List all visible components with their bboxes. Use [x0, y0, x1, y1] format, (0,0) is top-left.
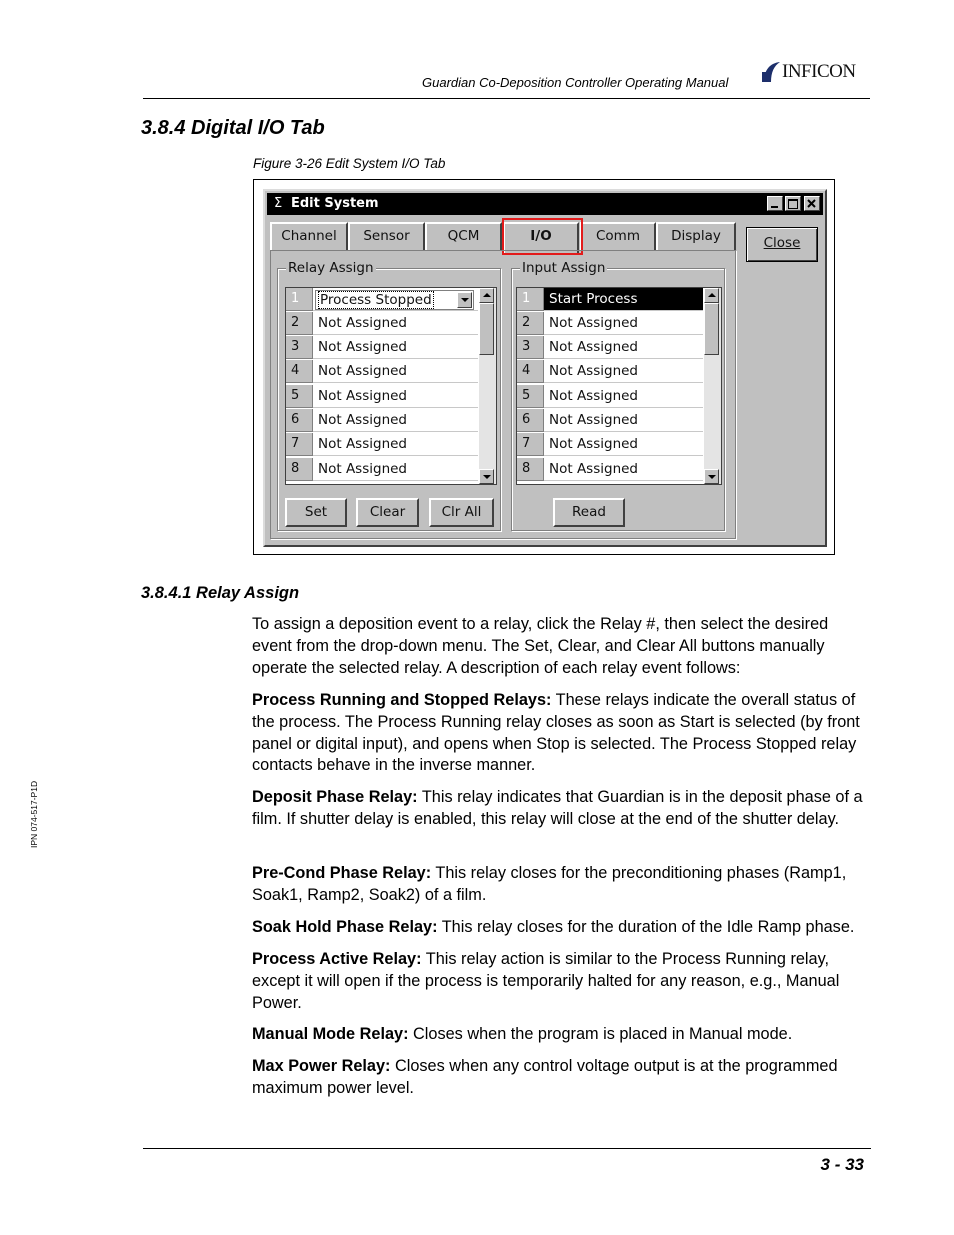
relay-description: [252, 917, 872, 939]
relay-value-cell[interactable]: Not Assigned: [313, 433, 478, 456]
relay-description: [252, 949, 872, 1014]
relay-event-dropdown[interactable]: [315, 290, 474, 310]
relay-value-cell[interactable]: Not Assigned: [313, 458, 478, 481]
relay-value-cell[interactable]: Not Assigned: [313, 360, 478, 383]
figure-caption: Figure 3-26 Edit System I/O Tab: [253, 156, 446, 171]
relay-text: These relays indicate the overall status of the process. The Process Running relay closes as soon as Start is selected (by front panel or digital input), and opens when Stop is selected. The Process Stopped relay contacts behave in the inverse manner.: [252, 691, 860, 775]
relay-number[interactable]: 2: [286, 312, 313, 335]
input-assign-label: Input Assign: [522, 260, 606, 276]
relay-term: Process Active Relay:: [252, 950, 422, 968]
relay-value-cell[interactable]: Not Assigned: [313, 385, 478, 408]
relay-number[interactable]: 1: [286, 288, 313, 311]
scroll-down-button[interactable]: [479, 469, 494, 484]
clear-button[interactable]: Clear: [356, 498, 419, 527]
tab-io[interactable]: I/O: [503, 222, 579, 255]
close-icon: [805, 197, 819, 210]
chevron-up-icon: [708, 293, 716, 297]
table-row[interactable]: [517, 385, 721, 409]
header-rule: [143, 98, 870, 99]
clear-all-button[interactable]: Clr All: [429, 498, 494, 527]
relay-term: Soak Hold Phase Relay:: [252, 918, 438, 936]
logo-text: INFICON: [782, 61, 856, 82]
table-row[interactable]: [286, 458, 496, 482]
relay-description: [252, 1056, 872, 1100]
input-value-cell[interactable]: Not Assigned: [544, 312, 703, 335]
relay-value-cell[interactable]: Not Assigned: [313, 409, 478, 432]
subsection-title: 3.8.4.1 Relay Assign: [141, 584, 300, 602]
table-row[interactable]: [286, 409, 496, 433]
close-button-label: Close: [763, 235, 801, 251]
input-value-cell[interactable]: Not Assigned: [544, 360, 703, 383]
relay-term: Pre-Cond Phase Relay:: [252, 864, 432, 882]
table-row[interactable]: [286, 360, 496, 384]
relay-number[interactable]: 8: [286, 458, 313, 481]
relay-text: Closes when the program is placed in Manual mode.: [408, 1025, 793, 1043]
scroll-down-button[interactable]: [704, 469, 719, 484]
input-scrollbar[interactable]: [704, 288, 721, 484]
table-row[interactable]: [517, 288, 721, 312]
tab-qcm[interactable]: QCM: [425, 222, 502, 250]
relay-event-selected: Process Stopped: [320, 292, 432, 308]
input-value-cell[interactable]: Not Assigned: [544, 336, 703, 359]
relay-number[interactable]: 3: [286, 336, 313, 359]
relay-number[interactable]: 5: [286, 385, 313, 408]
table-row[interactable]: [517, 360, 721, 384]
input-value-cell[interactable]: Not Assigned: [544, 385, 703, 408]
input-number[interactable]: 7: [517, 433, 544, 456]
chevron-down-icon: [708, 475, 716, 479]
table-row[interactable]: [517, 433, 721, 457]
scroll-up-button[interactable]: [704, 288, 719, 303]
table-row[interactable]: [517, 336, 721, 360]
table-row[interactable]: [286, 385, 496, 409]
relay-text: This relay closes for the duration of the Idle Ramp phase.: [437, 918, 855, 936]
input-value-cell[interactable]: Not Assigned: [544, 458, 703, 481]
manual-title: Guardian Co-Deposition Controller Operating Manual: [422, 75, 729, 90]
tab-display[interactable]: Display: [656, 222, 736, 250]
relay-text: This relay action is similar to the Process Running relay, except it will open if the process is temporarily halted for any reason, e.g., Manual Power.: [252, 950, 840, 1012]
tab-comm[interactable]: Comm: [580, 222, 656, 250]
inficon-logo: [760, 60, 872, 84]
section-title: 3.8.4 Digital I/O Tab: [141, 117, 325, 139]
set-button[interactable]: Set: [285, 498, 347, 527]
footer-rule: [143, 1148, 871, 1149]
scroll-thumb[interactable]: [704, 303, 719, 355]
input-number[interactable]: 5: [517, 385, 544, 408]
relay-term: Deposit Phase Relay:: [252, 788, 418, 806]
edit-system-dialog: [263, 189, 827, 547]
input-number[interactable]: 2: [517, 312, 544, 335]
dialog-title: Edit System: [291, 196, 379, 211]
maximize-button[interactable]: [785, 196, 801, 211]
table-row[interactable]: [286, 312, 496, 336]
document-code: IPN 074-517-P1D: [29, 780, 39, 848]
maximize-icon: [788, 199, 798, 209]
relay-term: Process Running and Stopped Relays:: [252, 691, 552, 709]
input-number[interactable]: 6: [517, 409, 544, 432]
window-close-button[interactable]: [804, 196, 820, 211]
scroll-up-button[interactable]: [479, 288, 494, 303]
input-number[interactable]: 1: [517, 288, 544, 311]
table-row[interactable]: [517, 312, 721, 336]
sigma-icon: Σ: [274, 196, 283, 211]
relay-number[interactable]: 7: [286, 433, 313, 456]
relay-scrollbar[interactable]: [479, 288, 496, 484]
chevron-up-icon: [483, 293, 491, 297]
inficon-logo-mark-icon: [760, 60, 782, 84]
input-value-cell[interactable]: Not Assigned: [544, 409, 703, 432]
input-number[interactable]: 8: [517, 458, 544, 481]
input-number[interactable]: 4: [517, 360, 544, 383]
input-grid: [516, 287, 722, 485]
relay-description: [252, 787, 872, 831]
input-number[interactable]: 3: [517, 336, 544, 359]
chevron-down-icon: [483, 475, 491, 479]
chevron-down-icon: [461, 298, 469, 302]
relay-term: Max Power Relay:: [252, 1057, 391, 1075]
tab-sensor[interactable]: Sensor: [348, 222, 425, 250]
table-row[interactable]: [286, 288, 496, 312]
page-number: 3 - 33: [820, 1155, 864, 1174]
table-row[interactable]: [517, 409, 721, 433]
input-value-cell[interactable]: Start Process: [544, 288, 703, 311]
minimize-button[interactable]: [767, 196, 783, 211]
scroll-thumb[interactable]: [479, 303, 494, 355]
relay-assign-label: Relay Assign: [288, 260, 374, 276]
table-row[interactable]: [286, 336, 496, 360]
dialog-title-bar[interactable]: [267, 193, 823, 215]
read-button[interactable]: Read: [553, 498, 625, 527]
close-button[interactable]: [746, 227, 818, 262]
relay-value-cell[interactable]: [313, 288, 478, 311]
relay-description: [252, 690, 872, 777]
relay-text: Closes when any control voltage output is at the programmed maximum power level.: [252, 1057, 838, 1097]
relay-number[interactable]: 4: [286, 360, 313, 383]
relay-value-cell[interactable]: Not Assigned: [313, 336, 478, 359]
relay-description: [252, 863, 872, 907]
relay-grid: [285, 287, 497, 485]
relay-number[interactable]: 6: [286, 409, 313, 432]
relay-text: This relay indicates that Guardian is in the deposit phase of a film. If shutter delay is enabled, this relay will close at the end of the shutter delay.: [252, 788, 863, 828]
table-row[interactable]: [517, 458, 721, 482]
table-row[interactable]: [286, 433, 496, 457]
intro-paragraph: To assign a deposition event to a relay, click the Relay #, then select the desired event from the drop-down menu. The Set, Clear, and Clear All buttons manually operate the selected relay. A description of each relay event follows:: [252, 615, 829, 677]
dropdown-arrow-button[interactable]: [457, 292, 472, 308]
relay-description: [252, 1024, 872, 1046]
minimize-icon: [771, 206, 778, 208]
relay-term: Manual Mode Relay:: [252, 1025, 409, 1043]
input-value-cell[interactable]: Not Assigned: [544, 433, 703, 456]
relay-text: This relay closes for the preconditioning phases (Ramp1, Soak1, Ramp2, Soak2) of a film.: [252, 864, 847, 904]
tab-channel[interactable]: Channel: [270, 222, 348, 250]
relay-value-cell[interactable]: Not Assigned: [313, 312, 478, 335]
